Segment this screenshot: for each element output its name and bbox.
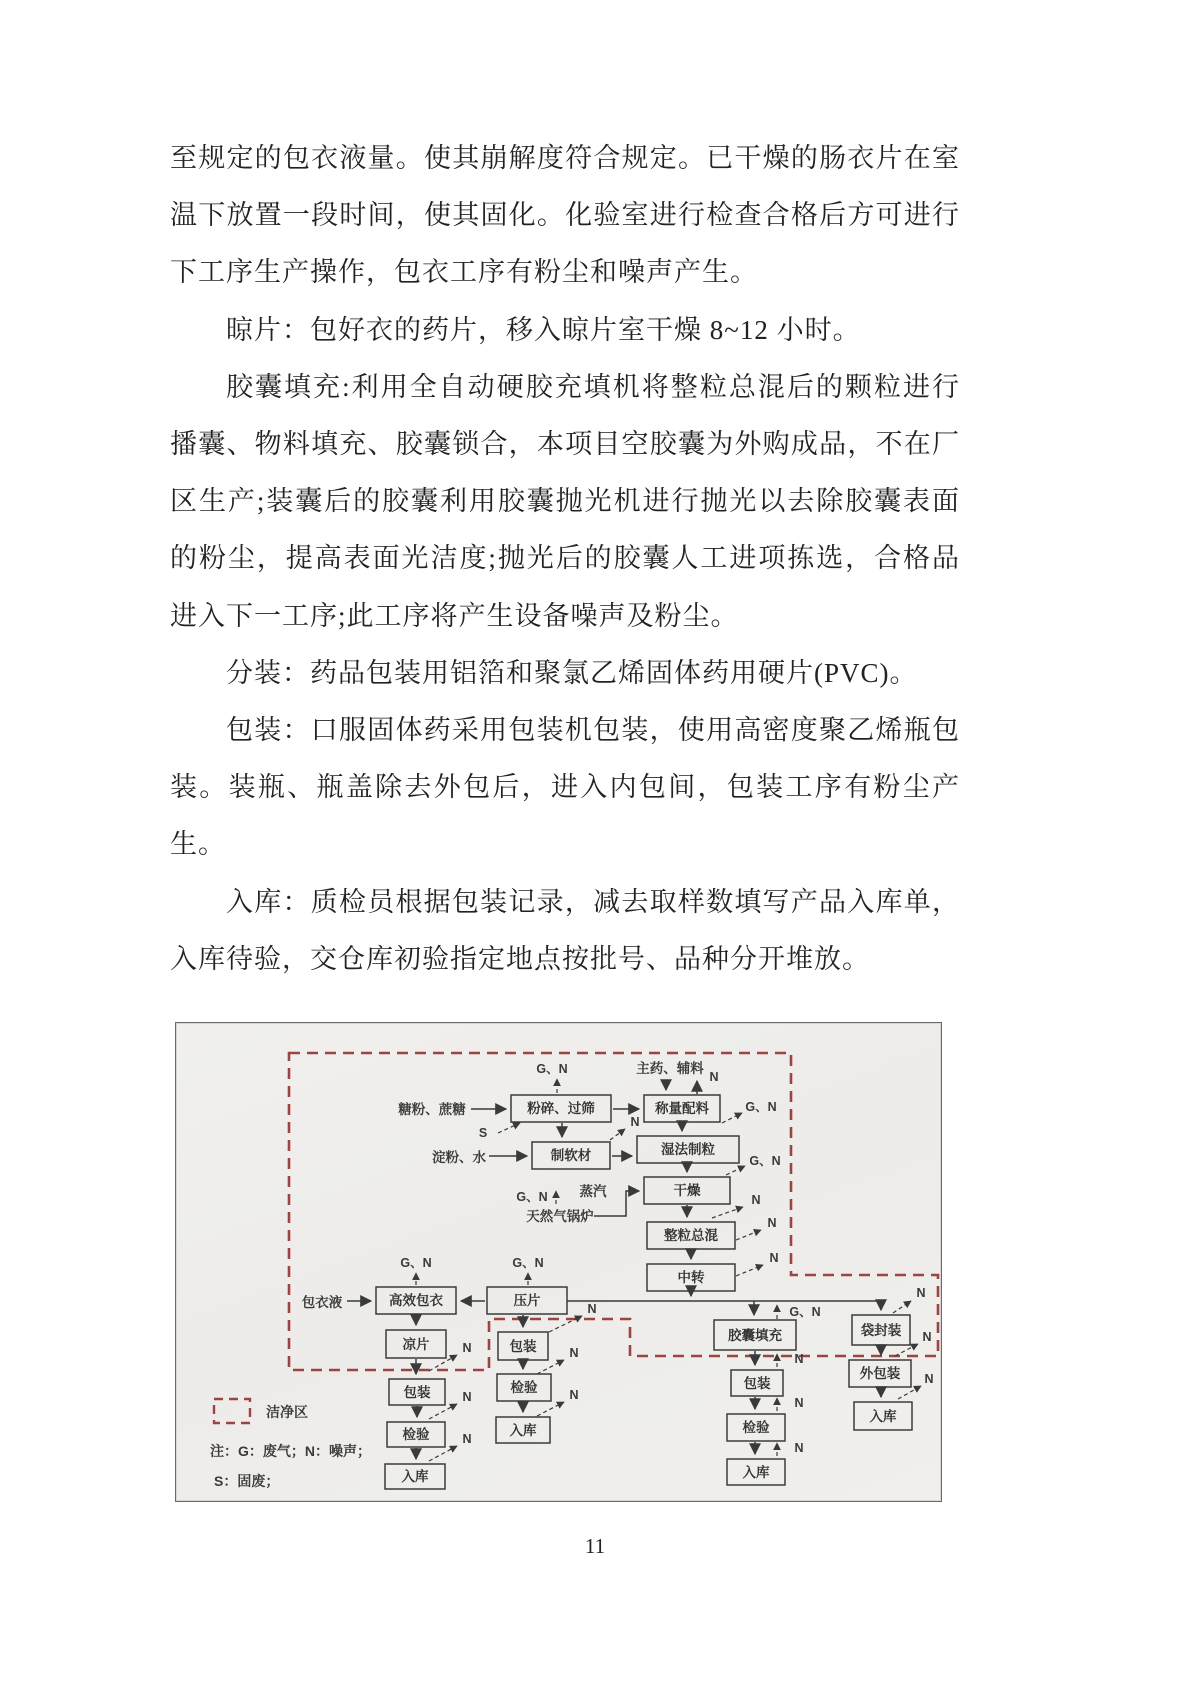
legend [210,1399,371,1489]
paragraph-coating-continued: 至规定的包衣液量。使其崩解度符合规定。已干燥的肠衣片在室温下放置一段时间，使其固化。化验室进行检查合格后方可进行下工序生产操作，包衣工序有粉尘和噪声产生。 [170,143,960,288]
emission-n-inspect1: N [462,1432,472,1446]
cleanroom-boundary-outline [289,1053,938,1370]
emission-gn-boiler: G、N [516,1190,548,1204]
node-coating-label: 高效包衣 [389,1293,443,1308]
input-sugar-label: 糖粉、蔗糖 [398,1102,466,1117]
emission-n-transfer: N [769,1251,779,1265]
emission-gn-press: G、N [512,1256,544,1270]
emission-labels [400,1062,933,1455]
node-store-1-label: 入库 [401,1469,429,1484]
paragraph-warehousing: 入库：质检员根据包装记录，减去取样数填写产品入库单，入库待验，交仓库初验指定地点按批号、品种分开堆放。 [170,886,960,974]
emission-n-soft: N [630,1115,640,1129]
node-weigh-label: 称量配料 [655,1101,709,1116]
node-cooling-label: 凉片 [402,1337,430,1352]
node-tablet-press-label: 压片 [513,1293,541,1308]
node-capsule-filling-label: 胶囊填充 [728,1328,782,1343]
emission-n-pack1: N [462,1390,472,1404]
emission-gn-coating: G、N [400,1256,432,1270]
node-pack-1-label: 包装 [403,1385,431,1400]
input-api-excipient-label: 主药、辅料 [636,1061,704,1076]
node-outer-packing-label: 外包装 [859,1366,901,1381]
input-steam-label: 蒸汽 [579,1184,607,1199]
page-number: 11 [584,1534,606,1558]
node-wet-granulation-label: 湿法制粒 [661,1142,715,1157]
paragraph-packaging: 包装：口服固体药采用包装机包装，使用高密度聚乙烯瓶包装。装瓶、瓶盖除去外包后，进入内包间，包装工序有粉尘产生。 [170,715,960,860]
legend-clean-area-swatch [214,1399,250,1423]
emission-gn-capsule: G、N [789,1305,821,1319]
emission-n-store2: N [569,1388,579,1402]
emission-n-dry: N [751,1193,761,1207]
node-inspect-1-label: 检验 [402,1427,430,1442]
node-drying-label: 干燥 [673,1183,701,1198]
emission-n-store3: N [794,1441,804,1455]
emission-n-bag-top: N [916,1286,926,1300]
node-transfer-label: 中转 [677,1270,705,1285]
emission-n-outer-store: N [924,1372,934,1386]
input-starch-water-label: 淀粉、水 [432,1150,486,1165]
process-flow-diagram [175,1022,942,1502]
node-crush-label: 粉碎、过筛 [527,1101,595,1116]
node-store-2-label: 入库 [509,1423,537,1438]
node-inspect-3-label: 检验 [742,1420,770,1435]
node-pack-2-label: 包装 [509,1339,537,1354]
body-text [170,130,960,988]
emission-n-pack2: N [587,1302,597,1316]
emission-n-bag-outer: N [922,1330,932,1344]
emission-s-crush: S [478,1126,488,1140]
node-pack-3-label: 包装 [743,1376,771,1391]
emission-n-pack3: N [794,1352,804,1366]
input-gas-boiler-label: 天然气锅炉 [526,1209,594,1224]
node-inspect-2-label: 检验 [510,1380,538,1395]
paragraph-capsule-filling: 胶囊填充:利用全自动硬胶充填机将整粒总混后的颗粒进行播囊、物料填充、胶囊锁合，本项目空胶囊为外购成品，不在厂区生产;装囊后的胶囊利用胶囊抛光机进行抛光以去除胶囊表面的粉尘，提高表面光洁度;抛光后的胶囊人工进项拣选，合格品进入下一工序;此工序将产生设备噪声及粉尘。 [170,371,960,631]
node-bag-sealing-label: 袋封装 [860,1323,902,1338]
legend-note-gas-noise: 注：G：废气；N：噪声； [210,1443,371,1459]
emission-n-inspect2: N [569,1346,579,1360]
legend-note-solid-waste: S：固废； [214,1473,280,1489]
emission-n-cool: N [462,1341,472,1355]
input-coating-liquid-label: 包衣液 [301,1295,343,1310]
emission-n-inspect3: N [794,1396,804,1410]
emission-n-weigh: N [709,1070,719,1084]
paragraph-blister-packing: 分装：药品包装用铝箔和聚氯乙烯固体药用硬片(PVC)。 [226,657,918,688]
emission-gn-wetgran: G、N [749,1154,781,1168]
node-soft-material-label: 制软材 [550,1148,592,1163]
paragraph-tablet-drying: 晾片：包好衣的药片，移入晾片室干燥 8~12 小时。 [226,314,861,345]
emission-gn-weigh: G、N [745,1100,777,1114]
node-store-4-label: 入库 [869,1409,897,1424]
emission-gn-crush: G、N [536,1062,568,1076]
node-store-3-label: 入库 [742,1465,770,1480]
emission-n-blend: N [767,1216,777,1230]
node-blending-label: 整粒总混 [664,1228,718,1243]
legend-clean-area-label: 洁净区 [266,1404,308,1420]
